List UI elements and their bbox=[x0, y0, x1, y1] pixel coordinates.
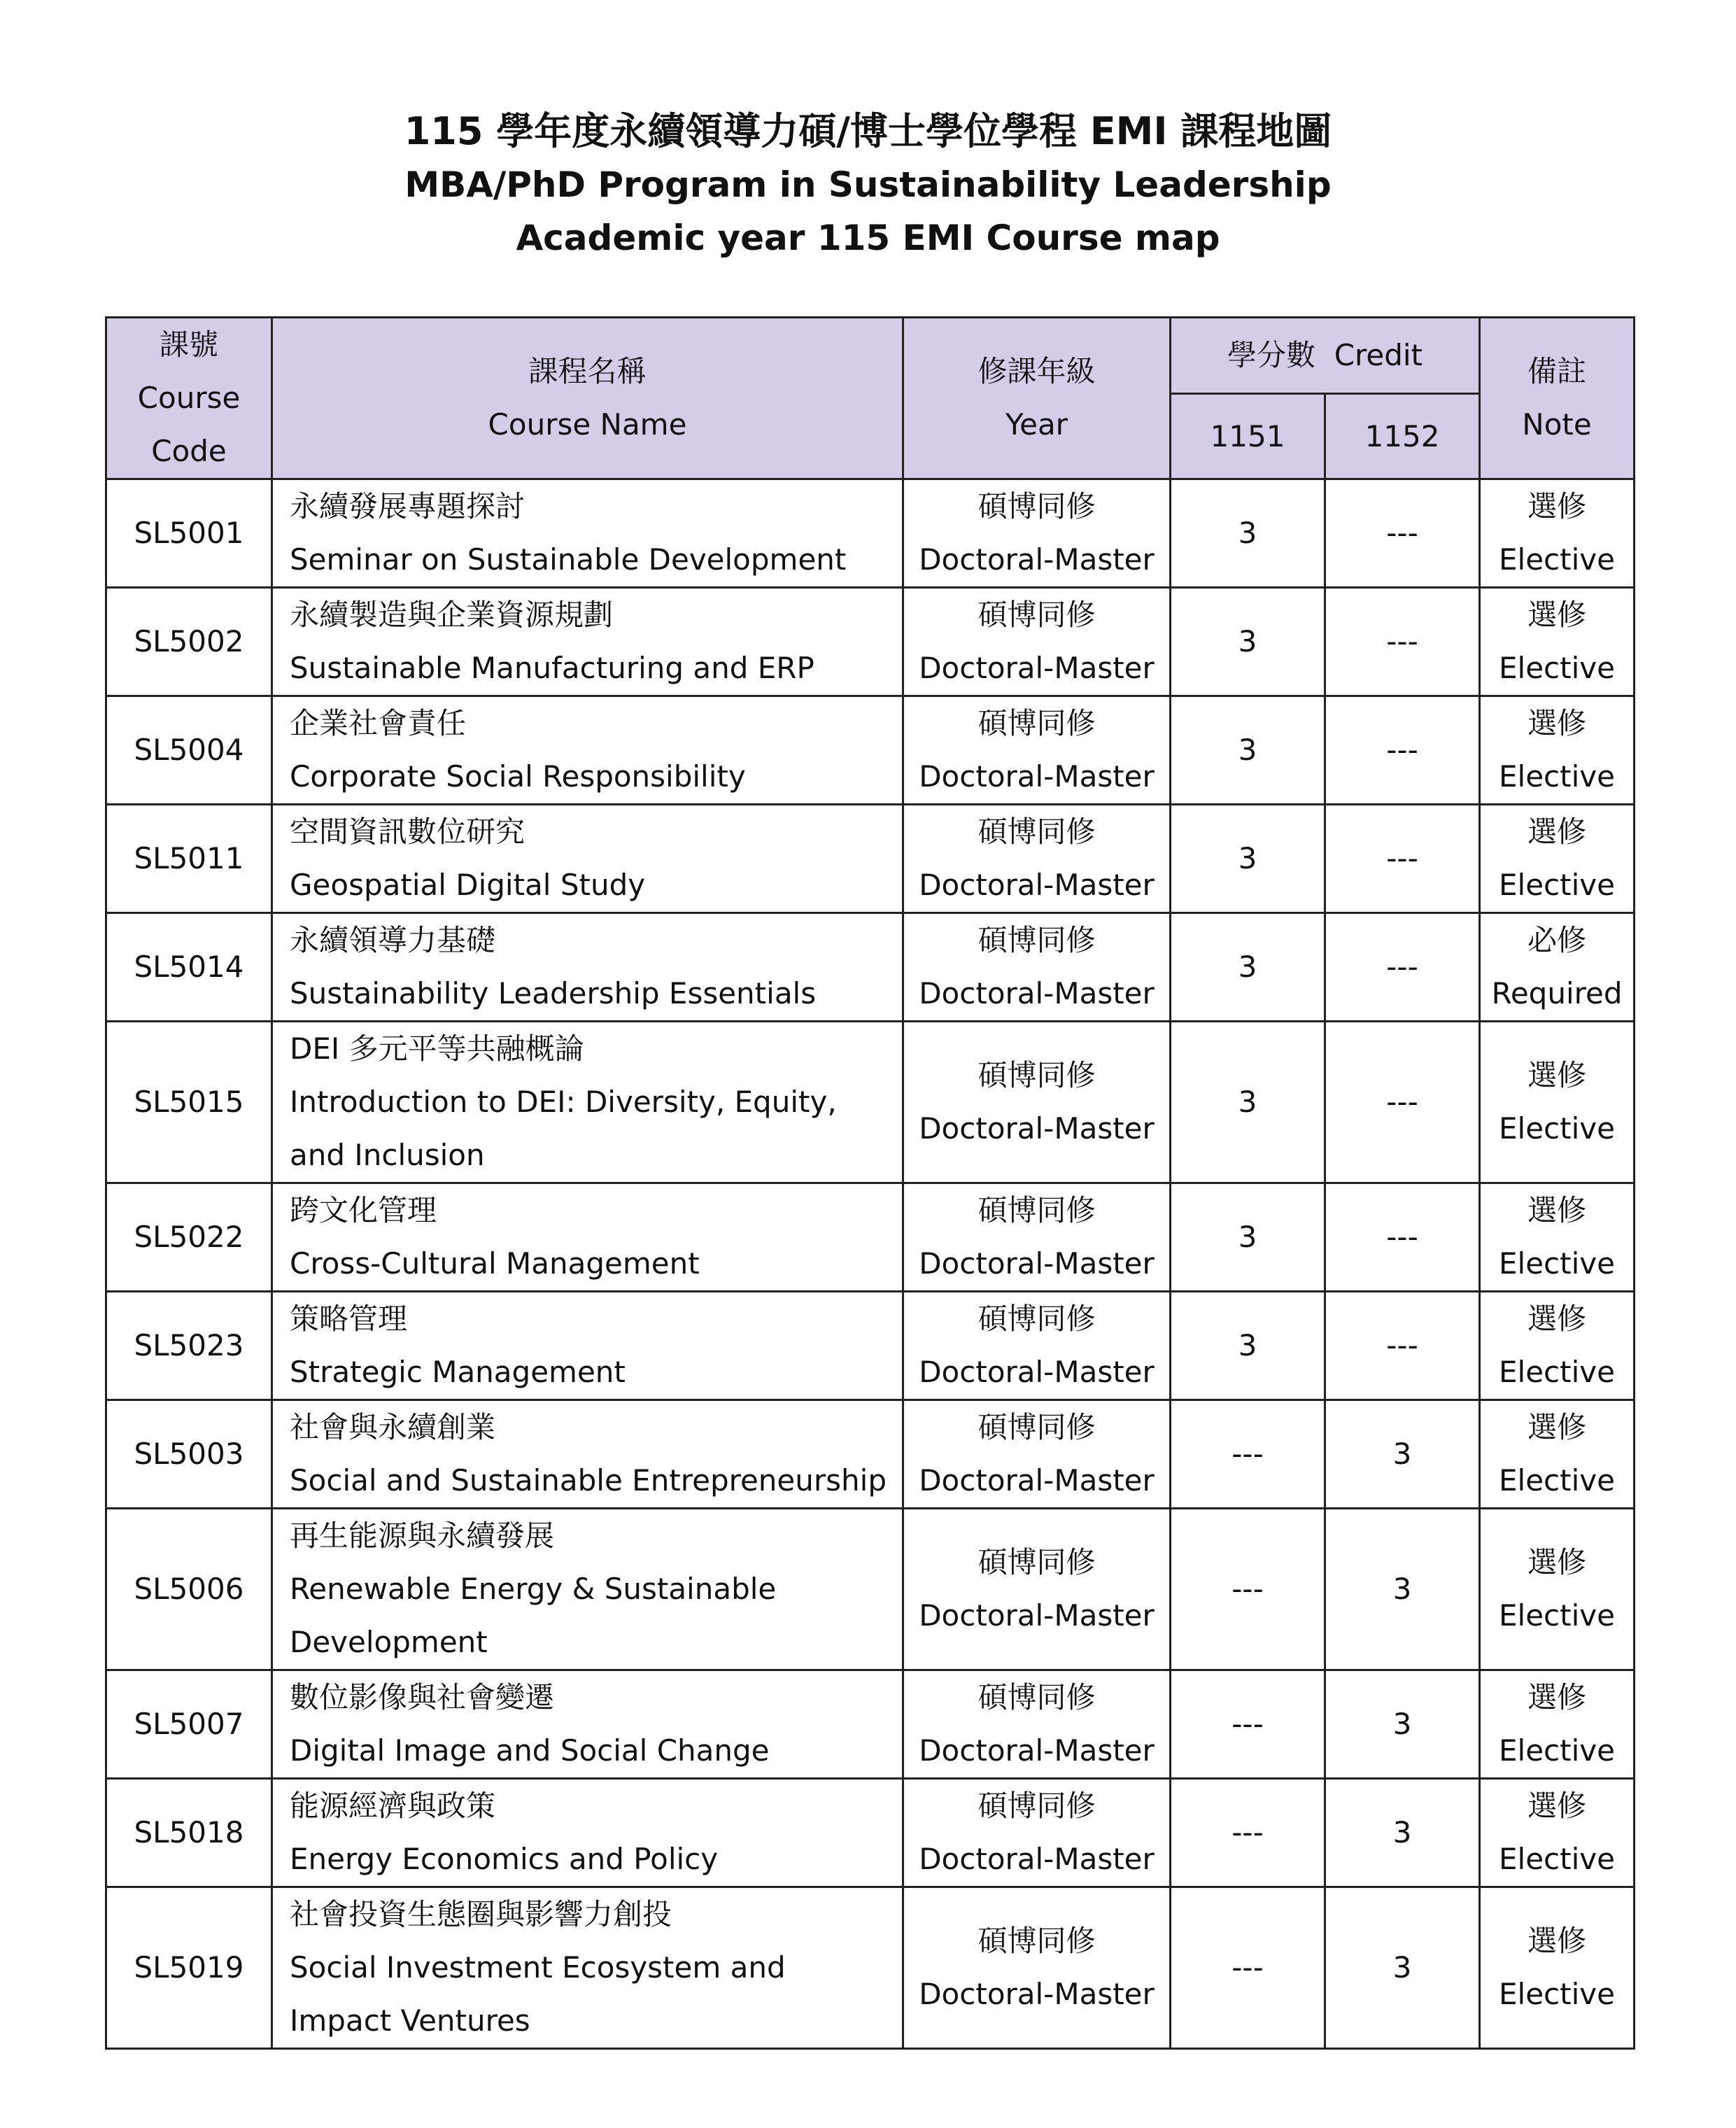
year-chinese: 碩博同修 bbox=[978, 1410, 1096, 1444]
credit-1151: --- bbox=[1171, 1670, 1325, 1779]
credit-1151: --- bbox=[1171, 1779, 1325, 1887]
header-semester-1151: 1151 bbox=[1171, 394, 1325, 479]
course-year bbox=[903, 913, 1171, 1022]
course-name-english: Geospatial Digital Study bbox=[290, 868, 646, 902]
credit-1152: --- bbox=[1325, 805, 1480, 913]
note-english: Elective bbox=[1499, 1111, 1615, 1146]
year-english: Doctoral-Master bbox=[919, 1733, 1155, 1768]
course-note bbox=[1480, 1779, 1635, 1887]
course-name-english: Introduction to DEI: Diversity, Equity, and Inclusion bbox=[290, 1085, 837, 1172]
course-code: SL5011 bbox=[106, 805, 272, 913]
course-name-chinese: 再生能源與永續發展 bbox=[290, 1519, 555, 1553]
year-english: Doctoral-Master bbox=[919, 1246, 1155, 1281]
note-chinese: 選修 bbox=[1527, 598, 1587, 632]
credit-1151: 3 bbox=[1171, 696, 1325, 805]
table-row bbox=[106, 1292, 1635, 1400]
course-name-chinese: DEI 多元平等共融概論 bbox=[290, 1031, 584, 1066]
course-name bbox=[272, 696, 903, 805]
title-program-english: MBA/PhD Program in Sustainability Leadership bbox=[404, 164, 1332, 205]
course-name-chinese: 數位影像與社會變遷 bbox=[290, 1680, 555, 1714]
note-chinese: 選修 bbox=[1527, 1789, 1587, 1823]
credit-1152: --- bbox=[1325, 696, 1480, 805]
header-course-code: 課號 Course Code bbox=[106, 318, 272, 479]
course-name-chinese: 空間資訊數位研究 bbox=[290, 815, 525, 849]
note-chinese: 必修 bbox=[1527, 923, 1587, 957]
course-name bbox=[272, 588, 903, 696]
credit-1151: 3 bbox=[1171, 1022, 1325, 1183]
credit-1151: 3 bbox=[1171, 588, 1325, 696]
course-name bbox=[272, 1183, 903, 1292]
table-row bbox=[106, 805, 1635, 913]
year-english: Doctoral-Master bbox=[919, 1111, 1155, 1146]
credit-1152: 3 bbox=[1325, 1509, 1480, 1670]
course-name-chinese: 能源經濟與政策 bbox=[290, 1789, 496, 1823]
course-year bbox=[903, 1022, 1171, 1183]
course-code: SL5018 bbox=[106, 1779, 272, 1887]
course-name-chinese: 社會投資生態圈與影響力創投 bbox=[290, 1897, 672, 1931]
course-note bbox=[1480, 588, 1635, 696]
credit-1152: --- bbox=[1325, 1183, 1480, 1292]
year-chinese: 碩博同修 bbox=[978, 923, 1096, 957]
course-code: SL5019 bbox=[106, 1887, 272, 2049]
note-chinese: 選修 bbox=[1527, 1924, 1587, 1958]
course-name-chinese: 永續製造與企業資源規劃 bbox=[290, 598, 614, 632]
table-row bbox=[106, 588, 1635, 696]
course-year bbox=[903, 1887, 1171, 2049]
credit-1151: 3 bbox=[1171, 1292, 1325, 1400]
course-note bbox=[1480, 696, 1635, 805]
header-note: 備註 Note bbox=[1480, 318, 1635, 479]
course-name-english: Social and Sustainable Entrepreneurship bbox=[290, 1463, 887, 1498]
course-name-english: Sustainability Leadership Essentials bbox=[290, 976, 817, 1010]
credit-1152: --- bbox=[1325, 913, 1480, 1022]
course-name-chinese: 跨文化管理 bbox=[290, 1193, 437, 1227]
year-chinese: 碩博同修 bbox=[978, 1058, 1096, 1092]
table-row bbox=[106, 1400, 1635, 1509]
note-chinese: 選修 bbox=[1527, 1058, 1587, 1092]
course-name bbox=[272, 805, 903, 913]
note-chinese: 選修 bbox=[1527, 489, 1587, 523]
year-chinese: 碩博同修 bbox=[978, 706, 1096, 740]
course-code: SL5006 bbox=[106, 1509, 272, 1670]
credit-1151: --- bbox=[1171, 1509, 1325, 1670]
course-year bbox=[903, 1292, 1171, 1400]
table-body bbox=[106, 479, 1635, 2049]
table-row bbox=[106, 913, 1635, 1022]
table-header bbox=[106, 318, 1635, 479]
note-english: Elective bbox=[1499, 1463, 1615, 1498]
credit-1151: 3 bbox=[1171, 1183, 1325, 1292]
course-year bbox=[903, 805, 1171, 913]
year-english: Doctoral-Master bbox=[919, 976, 1155, 1010]
course-name bbox=[272, 1022, 903, 1183]
note-chinese: 選修 bbox=[1527, 706, 1587, 740]
course-note bbox=[1480, 1670, 1635, 1779]
table-row bbox=[106, 1183, 1635, 1292]
note-english: Elective bbox=[1499, 542, 1615, 577]
credit-1152: --- bbox=[1325, 479, 1480, 588]
year-chinese: 碩博同修 bbox=[978, 1193, 1096, 1227]
course-code: SL5015 bbox=[106, 1022, 272, 1183]
course-code: SL5022 bbox=[106, 1183, 272, 1292]
course-name-chinese: 企業社會責任 bbox=[290, 706, 467, 740]
year-chinese: 碩博同修 bbox=[978, 1545, 1096, 1579]
header-course-name: 課程名稱 Course Name bbox=[272, 318, 903, 479]
course-name bbox=[272, 1670, 903, 1779]
credit-1151: --- bbox=[1171, 1400, 1325, 1509]
course-note bbox=[1480, 913, 1635, 1022]
course-code: SL5004 bbox=[106, 696, 272, 805]
course-name-chinese: 策略管理 bbox=[290, 1302, 408, 1336]
course-code: SL5003 bbox=[106, 1400, 272, 1509]
year-english: Doctoral-Master bbox=[919, 1463, 1155, 1498]
credit-1152: --- bbox=[1325, 1022, 1480, 1183]
title-course-map: Academic year 115 EMI Course map bbox=[516, 218, 1220, 258]
year-english: Doctoral-Master bbox=[919, 1598, 1155, 1633]
header-credit: 學分數 Credit bbox=[1171, 318, 1480, 394]
course-name-chinese: 永續領導力基礎 bbox=[290, 923, 496, 957]
course-map-table bbox=[105, 316, 1635, 2050]
table-row bbox=[106, 1022, 1635, 1183]
year-english: Doctoral-Master bbox=[919, 759, 1155, 794]
note-chinese: 選修 bbox=[1527, 1410, 1587, 1444]
course-name-english: Sustainable Manufacturing and ERP bbox=[290, 651, 814, 685]
header-semester-1152: 1152 bbox=[1325, 394, 1480, 479]
course-year bbox=[903, 1779, 1171, 1887]
course-name-english: Renewable Energy & Sustainable Development bbox=[290, 1572, 777, 1659]
note-english: Elective bbox=[1499, 1842, 1615, 1876]
course-name-english: Social Investment Ecosystem and Impact Ventures bbox=[290, 1950, 786, 2038]
credit-1151: --- bbox=[1171, 1887, 1325, 2049]
course-name-english: Cross-Cultural Management bbox=[290, 1246, 700, 1281]
note-chinese: 選修 bbox=[1527, 1302, 1587, 1336]
course-name-english: Strategic Management bbox=[290, 1355, 626, 1389]
title-chinese: 115 學年度永續領導力碩/博士學位學程 EMI 課程地圖 bbox=[404, 109, 1332, 153]
credit-1151: 3 bbox=[1171, 805, 1325, 913]
year-chinese: 碩博同修 bbox=[978, 1789, 1096, 1823]
course-name-english: Seminar on Sustainable Development bbox=[290, 542, 847, 577]
course-name-chinese: 社會與永續創業 bbox=[290, 1410, 496, 1444]
credit-1152: --- bbox=[1325, 1292, 1480, 1400]
course-note bbox=[1480, 479, 1635, 588]
note-english: Elective bbox=[1499, 651, 1615, 685]
year-chinese: 碩博同修 bbox=[978, 598, 1096, 632]
course-year bbox=[903, 1670, 1171, 1779]
course-year bbox=[903, 1183, 1171, 1292]
course-year bbox=[903, 479, 1171, 588]
credit-1152: 3 bbox=[1325, 1670, 1480, 1779]
table-row bbox=[106, 1509, 1635, 1670]
course-code: SL5007 bbox=[106, 1670, 272, 1779]
table-row bbox=[106, 1779, 1635, 1887]
course-name-english: Digital Image and Social Change bbox=[290, 1733, 770, 1768]
course-name bbox=[272, 479, 903, 588]
table-row bbox=[106, 1887, 1635, 2049]
note-english: Elective bbox=[1499, 1246, 1615, 1281]
year-chinese: 碩博同修 bbox=[978, 815, 1096, 849]
course-note bbox=[1480, 1400, 1635, 1509]
credit-1151: 3 bbox=[1171, 479, 1325, 588]
note-english: Elective bbox=[1499, 1977, 1615, 2011]
year-english: Doctoral-Master bbox=[919, 542, 1155, 577]
year-chinese: 碩博同修 bbox=[978, 1680, 1096, 1714]
table-row bbox=[106, 1670, 1635, 1779]
table-row bbox=[106, 696, 1635, 805]
note-english: Required bbox=[1491, 976, 1623, 1010]
course-note bbox=[1480, 1183, 1635, 1292]
year-english: Doctoral-Master bbox=[919, 651, 1155, 685]
course-year bbox=[903, 696, 1171, 805]
course-year bbox=[903, 588, 1171, 696]
course-name bbox=[272, 1400, 903, 1509]
note-chinese: 選修 bbox=[1527, 1193, 1587, 1227]
note-english: Elective bbox=[1499, 1733, 1615, 1768]
year-english: Doctoral-Master bbox=[919, 868, 1155, 902]
course-code: SL5001 bbox=[106, 479, 272, 588]
note-chinese: 選修 bbox=[1527, 1680, 1587, 1714]
course-year bbox=[903, 1400, 1171, 1509]
note-english: Elective bbox=[1499, 759, 1615, 794]
course-note bbox=[1480, 1887, 1635, 2049]
note-english: Elective bbox=[1499, 1598, 1615, 1633]
course-name bbox=[272, 1779, 903, 1887]
year-english: Doctoral-Master bbox=[919, 1842, 1155, 1876]
course-year bbox=[903, 1509, 1171, 1670]
credit-1152: 3 bbox=[1325, 1887, 1480, 2049]
course-name-english: Corporate Social Responsibility bbox=[290, 759, 746, 794]
table-row bbox=[106, 479, 1635, 588]
course-name bbox=[272, 1292, 903, 1400]
document-title-block bbox=[0, 105, 1736, 265]
credit-1152: 3 bbox=[1325, 1400, 1480, 1509]
year-english: Doctoral-Master bbox=[919, 1355, 1155, 1389]
credit-1152: 3 bbox=[1325, 1779, 1480, 1887]
course-code: SL5014 bbox=[106, 913, 272, 1022]
course-name bbox=[272, 913, 903, 1022]
year-chinese: 碩博同修 bbox=[978, 1302, 1096, 1336]
credit-1152: --- bbox=[1325, 588, 1480, 696]
header-year: 修課年級 Year bbox=[903, 318, 1171, 479]
course-code: SL5002 bbox=[106, 588, 272, 696]
course-note bbox=[1480, 805, 1635, 913]
year-english: Doctoral-Master bbox=[919, 1977, 1155, 2011]
note-chinese: 選修 bbox=[1527, 815, 1587, 849]
course-name bbox=[272, 1887, 903, 2049]
note-english: Elective bbox=[1499, 1355, 1615, 1389]
year-chinese: 碩博同修 bbox=[978, 1924, 1096, 1958]
course-name bbox=[272, 1509, 903, 1670]
course-code: SL5023 bbox=[106, 1292, 272, 1400]
course-note bbox=[1480, 1022, 1635, 1183]
credit-1151: 3 bbox=[1171, 913, 1325, 1022]
year-chinese: 碩博同修 bbox=[978, 489, 1096, 523]
course-name-chinese: 永續發展專題探討 bbox=[290, 489, 525, 523]
course-name-english: Energy Economics and Policy bbox=[290, 1842, 719, 1876]
note-english: Elective bbox=[1499, 868, 1615, 902]
course-note bbox=[1480, 1292, 1635, 1400]
course-note bbox=[1480, 1509, 1635, 1670]
note-chinese: 選修 bbox=[1527, 1545, 1587, 1579]
